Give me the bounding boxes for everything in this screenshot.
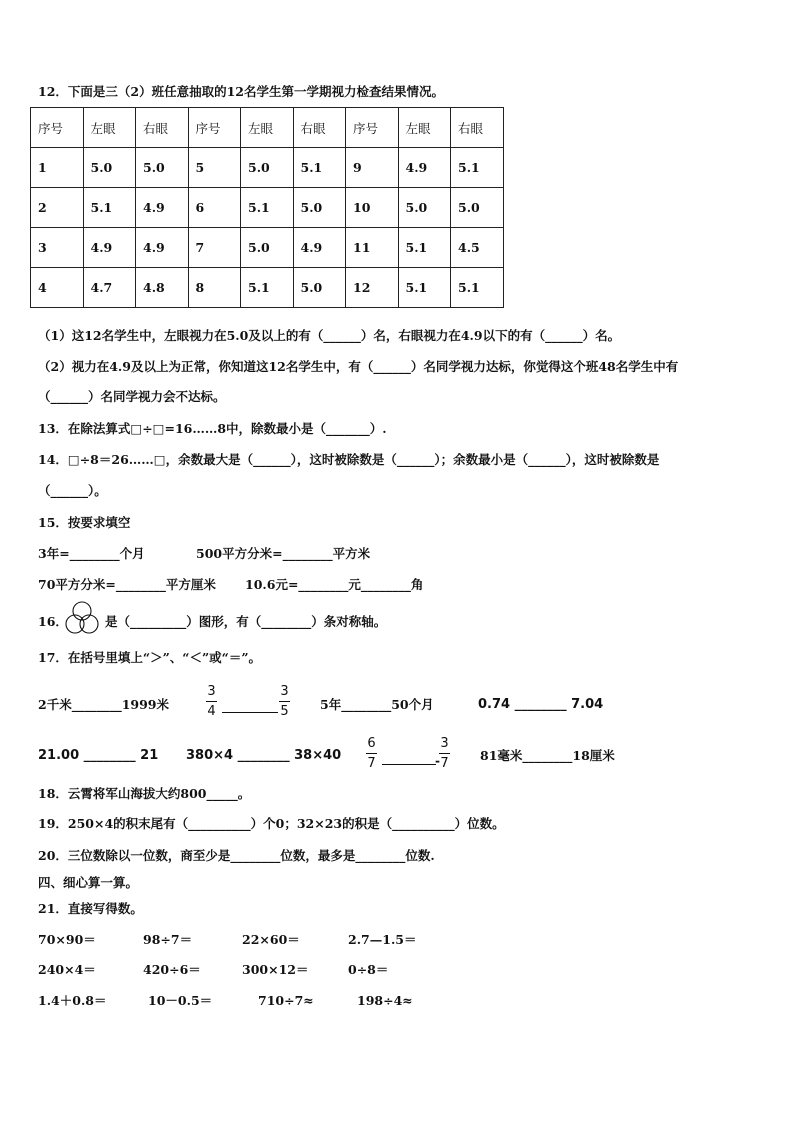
- table-cell: 4.9: [398, 148, 451, 188]
- section4-heading: 四、细心算一算。: [38, 875, 139, 890]
- table-cell: 5.0: [136, 148, 189, 188]
- q15-item-area-2: 70平方分米=________平方厘米: [38, 577, 216, 592]
- calc-item: 2.7—1.5＝: [348, 932, 417, 947]
- table-cell: 10: [346, 188, 399, 228]
- calc-item: 98÷7＝: [143, 932, 193, 947]
- q14-text-b: （______）。: [38, 483, 107, 498]
- fraction-denominator: 5: [280, 704, 289, 719]
- fraction-numerator: 3: [440, 736, 449, 751]
- q17-r2-decimal: 21.00 ________ 21: [38, 748, 159, 763]
- table-header-cell: 右眼: [293, 108, 346, 148]
- calc-item: 0÷8＝: [348, 962, 389, 977]
- table-cell: 4.5: [451, 228, 504, 268]
- table-cell: 5.1: [451, 148, 504, 188]
- table-cell: 5.0: [293, 188, 346, 228]
- table-cell: 5.1: [83, 188, 136, 228]
- fraction-numerator: 3: [280, 684, 289, 699]
- calc-item: 1.4＋0.8＝: [38, 993, 107, 1008]
- q15-item-area-1: 500平方分米=________平方米: [196, 546, 371, 561]
- table-cell: 4.9: [83, 228, 136, 268]
- table-cell: 8: [188, 268, 241, 308]
- table-cell: 12: [346, 268, 399, 308]
- calc-item: 300×12＝: [242, 962, 309, 977]
- three-circles-icon: [64, 600, 100, 636]
- table-cell: 4.7: [83, 268, 136, 308]
- q17-title: 17．在括号里填上“＞”、“＜”或“＝”。: [38, 650, 262, 665]
- table-cell: 5.1: [451, 268, 504, 308]
- q17-r1-fraction-right: [279, 684, 290, 719]
- table-cell: 6: [188, 188, 241, 228]
- table-cell: 5.1: [398, 228, 451, 268]
- table-cell: 5.1: [241, 188, 294, 228]
- fraction-denominator: 7: [440, 756, 449, 771]
- q17-r1-length: 2千米________1999米: [38, 697, 169, 712]
- table-cell: 11: [346, 228, 399, 268]
- q17-r2-fraction-sign: -: [435, 754, 440, 768]
- q17-r1-fraction-left: [206, 684, 217, 719]
- table-cell: 5.1: [293, 148, 346, 188]
- q12-sub2a: （2）视力在4.9及以上为正常，你知道这12名学生中，有（______）名同学视力达标，你觉得这个班48名学生中有: [38, 359, 679, 374]
- calc-item: 22×60＝: [242, 932, 300, 947]
- table-header-cell: 右眼: [451, 108, 504, 148]
- calc-item: 240×4＝: [38, 962, 96, 977]
- q19-text: 19．250×4的积末尾有（__________）个0；32×23的积是（__________）位数。: [38, 816, 505, 831]
- calc-item: 420÷6＝: [143, 962, 201, 977]
- fraction-bar: [206, 701, 217, 702]
- q17-r1-decimal: 0.74 ________ 7.04: [478, 697, 604, 712]
- calc-item: 198÷4≈: [357, 993, 413, 1008]
- q18-text: 18．云霄将军山海拔大约800_____。: [38, 786, 251, 801]
- table-row: [31, 228, 504, 268]
- calc-item: 10－0.5＝: [148, 993, 213, 1008]
- q15-title: 15．按要求填空: [38, 515, 131, 530]
- q15-item-years: 3年=________个月: [38, 546, 145, 561]
- q17-r2-product: 380×4 ________ 38×40: [186, 748, 342, 763]
- table-header-cell: 序号: [188, 108, 241, 148]
- table-row: [31, 148, 504, 188]
- fraction-numerator: 6: [367, 736, 376, 751]
- q12-title: 12．下面是三（2）班任意抽取的12名学生第一学期视力检查结果情况。: [38, 84, 444, 99]
- q17-r1-fraction-blank: [222, 700, 278, 713]
- q17-r2-fraction-blank: [382, 752, 436, 765]
- table-header-cell: 序号: [346, 108, 399, 148]
- q20-text: 20．三位数除以一位数，商至少是________位数，最多是________位数.: [38, 848, 435, 863]
- table-cell: 5.1: [398, 268, 451, 308]
- vision-table: [30, 107, 504, 308]
- fraction-denominator: 7: [367, 756, 376, 771]
- table-cell: 5.1: [241, 268, 294, 308]
- table-cell: 5.0: [293, 268, 346, 308]
- table-cell: 5.0: [398, 188, 451, 228]
- table-header-cell: 右眼: [136, 108, 189, 148]
- table-cell: 5.0: [241, 228, 294, 268]
- fraction-denominator: 4: [207, 704, 216, 719]
- table-header-row: [31, 108, 504, 148]
- calc-item: 70×90＝: [38, 932, 96, 947]
- table-cell: 1: [31, 148, 84, 188]
- q16-number: 16．: [38, 614, 68, 629]
- table-cell: 5.0: [241, 148, 294, 188]
- q17-r2-fraction-right: [439, 736, 450, 771]
- q17-r1-time: 5年________50个月: [320, 697, 434, 712]
- calc-item: 710÷7≈: [258, 993, 314, 1008]
- q21-title: 21．直接写得数。: [38, 901, 143, 916]
- q12-sub2b: （______）名同学视力会不达标。: [38, 389, 226, 404]
- table-cell: 9: [346, 148, 399, 188]
- fraction-numerator: 3: [207, 684, 216, 699]
- table-header-cell: 左眼: [398, 108, 451, 148]
- table-row: [31, 188, 504, 228]
- q15-item-money: 10.6元=________元________角: [245, 577, 424, 592]
- q13-text: 13．在除法算式□÷□=16……8中，除数最小是（_______）.: [38, 421, 387, 436]
- table-row: [31, 268, 504, 308]
- table-cell: 4.9: [136, 188, 189, 228]
- q17-r2-fraction-left: [366, 736, 377, 771]
- table-cell: 7: [188, 228, 241, 268]
- table-header-cell: 左眼: [83, 108, 136, 148]
- table-cell: 4.8: [136, 268, 189, 308]
- table-cell: 3: [31, 228, 84, 268]
- table-cell: 2: [31, 188, 84, 228]
- fraction-bar: [439, 753, 450, 754]
- q14-text-a: 14．□÷8＝26……□，余数最大是（______），这时被除数是（______）；余数最小是（______），这时被除数是: [38, 452, 660, 467]
- table-header-cell: 序号: [31, 108, 84, 148]
- table-cell: 5.0: [83, 148, 136, 188]
- table-header-cell: 左眼: [241, 108, 294, 148]
- fraction-bar: [366, 753, 377, 754]
- q17-r2-length: 81毫米________18厘米: [480, 748, 615, 763]
- table-cell: 4.9: [136, 228, 189, 268]
- fraction-bar: [279, 701, 290, 702]
- table-cell: 4.9: [293, 228, 346, 268]
- table-cell: 5.0: [451, 188, 504, 228]
- table-cell: 4: [31, 268, 84, 308]
- table-cell: 5: [188, 148, 241, 188]
- q12-sub1: （1）这12名学生中，左眼视力在5.0及以上的有（______）名，右眼视力在4.9以下的有（______）名。: [38, 328, 621, 343]
- q16-text: 是（_________）图形，有（________）条对称轴。: [105, 614, 387, 629]
